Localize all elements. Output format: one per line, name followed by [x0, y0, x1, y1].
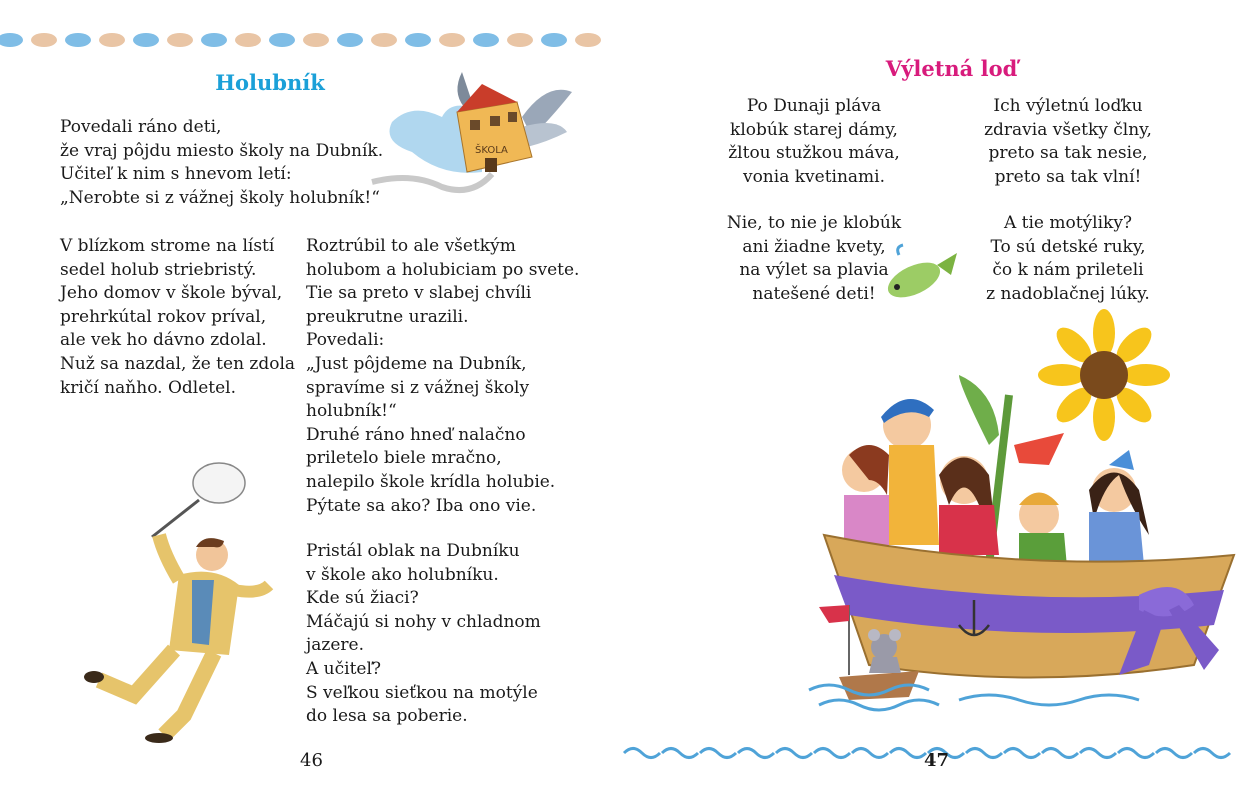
cloud-border: [0, 28, 624, 52]
wave-shape: [624, 749, 660, 758]
left-page: [0, 0, 624, 800]
wave-shape: [966, 749, 1002, 758]
cloud-shape: [303, 33, 329, 47]
cloud-shape: [337, 33, 363, 47]
cloud-shape: [99, 33, 125, 47]
cloud-shape: [439, 33, 465, 47]
wave-shape: [1194, 749, 1230, 758]
wave-shape: [700, 749, 736, 758]
cloud-shape: [167, 33, 193, 47]
left-stanza-2: V blízkom strome na lístí sedel holub striebristý. Jeho domov v škole býval, prehrkútal rokov príval, ale vek ho dávno zdolal. Nuž sa nazdal, že ten zdola kričí naňho. Odletel.: [60, 236, 296, 398]
right-stanza-4: A tie motýliky? To sú detské ruky, čo k nám prileteli z nadoblačnej lúky.: [986, 213, 1150, 304]
wave-shape: [738, 749, 774, 758]
wave-shape: [1004, 749, 1040, 758]
wave-shape: [1080, 749, 1116, 758]
wave-shape: [852, 749, 888, 758]
cloud-shape: [371, 33, 397, 47]
wave-shape: [1042, 749, 1078, 758]
cloud-shape: [541, 33, 567, 47]
flying-school-illustration: [372, 62, 582, 202]
wave-shape: [1156, 749, 1192, 758]
cloud-shape: [201, 33, 227, 47]
boat-with-children-illustration: [809, 305, 1249, 725]
left-stanza-3: Roztrúbil to ale všetkým holubom a holubiciam po svete. Tie sa preto v slabej chvíli preukrutne urazili. Povedali: „Just pôjdeme na Dubník, spravíme si z vážnej školy holubník!“ Druhé ráno hneď nalačno priletelo biele mračno, nalepilo škole krídla holubie. Pýtate sa ako? Iba ono vie.: [306, 236, 580, 516]
cloud-shape: [235, 33, 261, 47]
cloud-shape: [31, 33, 57, 47]
cloud-shape: [269, 33, 295, 47]
right-stanza-2: Nie, to nie je klobúk ani žiadne kvety, na výlet sa plavia natešené deti!: [726, 213, 902, 304]
right-stanza-3: Ich výletnú loďku zdravia všetky člny, preto sa tak nesie, preto sa tak vlní!: [984, 96, 1152, 187]
cloud-shape: [473, 33, 499, 47]
right-stanza-1: Po Dunaji pláva klobúk starej dámy, žltou stužkou máva, vonia kvetinami.: [728, 96, 900, 187]
cloud-shape: [65, 33, 91, 47]
wave-shape: [890, 749, 926, 758]
right-title: Výletná loď: [885, 56, 1018, 81]
left-stanza-1: Povedali ráno deti, že vraj pôjdu miesto školy na Dubník. Učiteľ k nim s hnevom letí: „Nerobte si z vážnej školy holubník!“: [60, 117, 384, 208]
wave-shape: [662, 749, 698, 758]
wave-shape: [776, 749, 812, 758]
page-number-left: 46: [300, 750, 323, 771]
page-number-right: 47: [924, 750, 950, 771]
teacher-with-net-illustration: [64, 455, 284, 745]
left-title: Holubník: [215, 70, 325, 95]
cloud-shape: [133, 33, 159, 47]
school-sign: ŠKOLA: [475, 145, 508, 156]
right-page: [624, 0, 1249, 800]
cloud-shape: [405, 33, 431, 47]
wave-shape: [814, 749, 850, 758]
cloud-shape: [0, 33, 23, 47]
cloud-shape: [507, 33, 533, 47]
left-stanza-4: Pristál oblak na Dubníku v škole ako holubníku. Kde sú žiaci? Máčajú si nohy v chladnom jazere. A učiteľ? S veľkou sieťkou na motýle do lesa sa poberie.: [306, 541, 541, 727]
wave-shape: [1118, 749, 1154, 758]
cloud-shape: [575, 33, 601, 47]
